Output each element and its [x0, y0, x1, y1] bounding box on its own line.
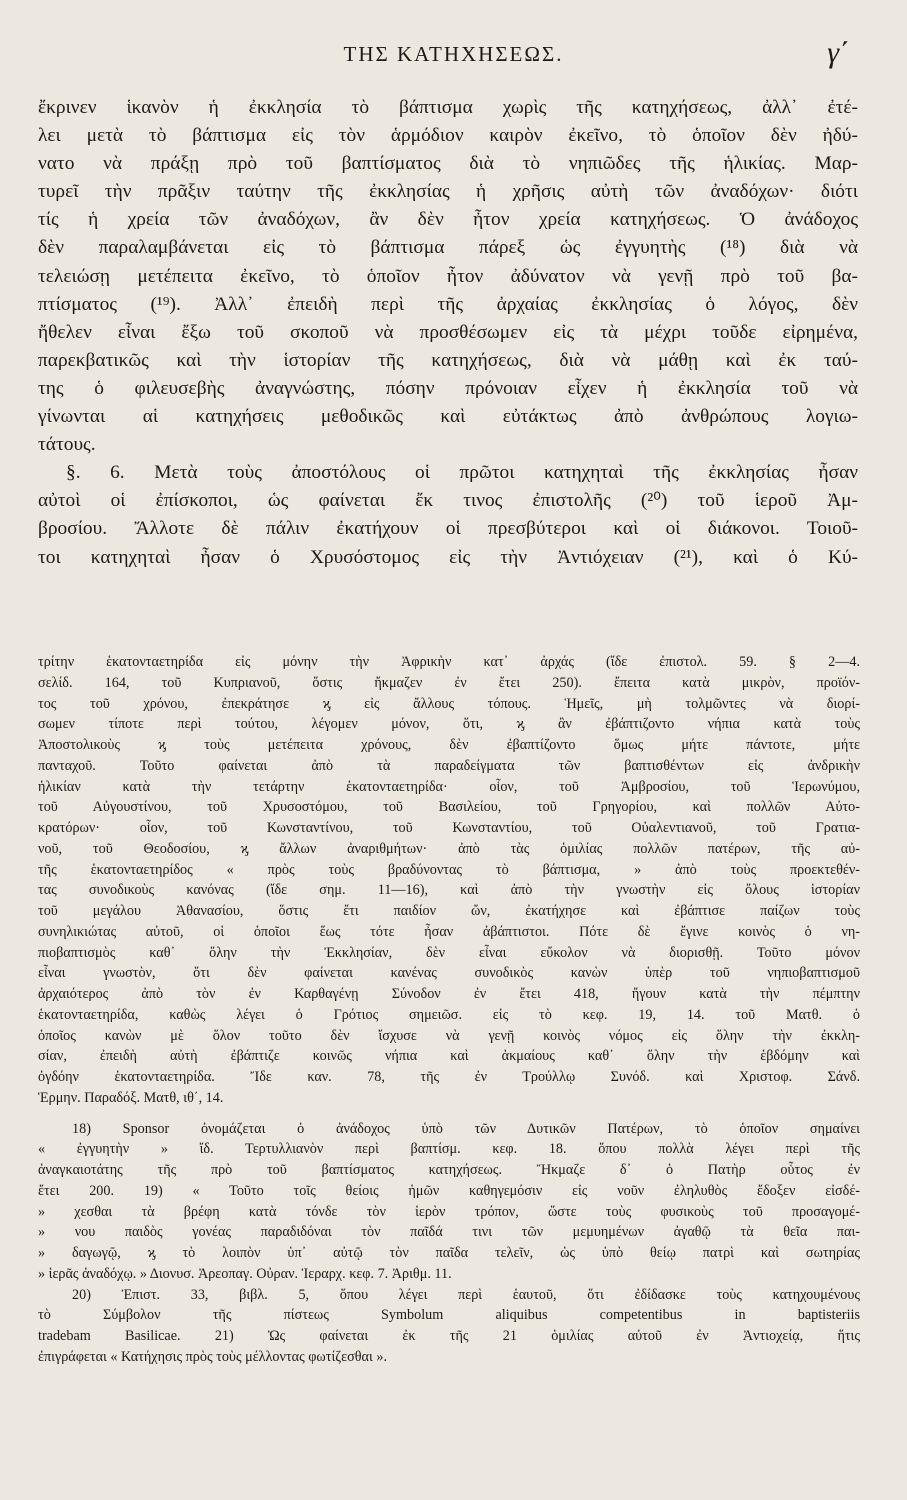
text-line: δὲν παραλαμβάνεται εἰς τὸ βάπτισμα πάρεξ ὡς ἐγγυητὴς (¹⁸) διὰ νὰ — [38, 237, 858, 259]
text-line: τελειώσῃ μετέπειτα ἐκεῖνο, τὸ ὁποῖον ἦτον ἀδύνατον νὰ γενῇ πρὸ τοῦ βα- — [38, 265, 858, 287]
footnote-line: τας συνοδικοὺς κανόνας (ἴδε σημ. 11—16), καὶ ἀπὸ τὴν γνωστὴν εἰς ὅλους ἱστορίαν — [38, 882, 860, 899]
page-header — [0, 36, 907, 76]
footnote-line: ὁποῖος κανὼν μὲ ὅλον τοῦτο δὲν ἴσχυσε νὰ γενῇ κοινὸς νόμος εἰς ὅλην τὴν ἐκκλη- — [38, 1027, 860, 1044]
text-line: πτίσματος (¹⁹). Ἀλλ᾽ ἐπειδὴ περὶ τῆς ἀρχαίας ἐκκλησίας ὁ λόγος, δὲν — [38, 293, 858, 315]
footnote-line: 20) Ἐπιστ. 33, βιβλ. 5, ὅπου λέγει περὶ ἑαυτοῦ, ὅτι ἐδίδασκε τοὺς κατηχουμένους — [72, 1286, 860, 1303]
footnote-line: τρίτην ἑκατονταετηρίδα εἰς μόνην τὴν Ἀφρικὴν κατ᾽ ἀρχάς (ἴδε ἐπιστολ. 59. § 2—4. — [38, 654, 860, 670]
text-line: λει μετὰ τὸ βάπτισμα εἰς τὸν ἁρμόδιον καιρὸν ἐκεῖνο, τὸ ὁποῖον δὲν ἠδύ- — [38, 125, 858, 147]
footnote-line: Ἑρμην. Παραδόξ. Ματθ, ιθ΄, 14. — [38, 1089, 224, 1106]
text-line: αὐτοὶ οἱ ἐπίσκοποι, ὡς φαίνεται ἔκ τινος ἐπιστολῆς (²⁰) τοῦ ἱεροῦ Ἀμ- — [38, 490, 858, 512]
footnote-line: τοῦ μεγάλου Ἀθανασίου, ὅστις ἔτι παιδίον ὤν, ἐκατήχησε καὶ ἐβάπτισε παίζων τοὺς — [38, 903, 860, 919]
footnote-line: » νου παιδὸς γονέας παραδιδόναι τὸν παῖδά τινι τῶν μεμυημένων ἀγαθῷ τὰ θεῖα παι- — [38, 1224, 860, 1241]
text-line: τυρεῖ τὴν πρᾶξιν ταύτην τῆς ἐκκλησίας ἡ χρῆσις αὐτὴ τῶν ἀναδόχων· διότι — [38, 181, 858, 203]
footnote-line: ἀναγκαιοτάτης τῆς πρὸ τοῦ βαπτίσματος κατηχήσεως. Ἤκμαζε δ᾽ ὁ Πατὴρ οὗτος ἐν — [38, 1162, 860, 1178]
footnote-line: πιοβαπτισμὸς καθ᾽ ὅλην τὴν Ἐκκλησίαν, δὲν εἶναι εὔκολον νὰ διορισθῇ. Τοῦτο μόνον — [38, 944, 860, 961]
page-number: γ΄ — [827, 36, 849, 69]
text-line: νατο νὰ πράξῃ πρὸ τοῦ βαπτίσματος διὰ τὸ νηπιῶδες τῆς ἡλικίας. Μαρ- — [38, 153, 858, 175]
footnote-line: tradebam Basilicae. 21) Ὡς φαίνεται ἐκ τῆς 21 ὁμιλίας αὐτοῦ ἐν Ἀντιοχείᾳ, ἥτις — [38, 1328, 860, 1344]
footnote-gap — [38, 1109, 860, 1119]
text-line: της ὁ φιλευσεβὴς ἀναγνώστης, πόσην πρόνοιαν εἶχεν ἡ ἐκκλησία τοῦ νὰ — [38, 377, 858, 399]
footnote-line: σελίδ. 164, τοῦ Κυπριανοῦ, ὅστις ἤκμαζεν ἐν ἔτει 250). ἔπειτα κατὰ μικρὸν, προϊόν- — [38, 674, 860, 691]
text-line: τάτους. — [38, 434, 96, 456]
text-line: τίς ἡ χρεία τῶν ἀναδόχων, ἂν δὲν ἦτον χρεία κατηχήσεως. Ὁ ἀνάδοχος — [38, 209, 858, 231]
footnote-line: πανταχοῦ. Τοῦτο φαίνεται ἀπὸ τὰ παραδείγματα τῶν βαπτισθέντων εἰς ἀνδρικὴν — [38, 757, 860, 774]
footnote-line: σωμεν τίποτε περὶ τούτου, λέγομεν μόνον, ὅτι, ϗ ἂν ἐβάπτιζοντο νήπια κατὰ τοὺς — [38, 716, 860, 733]
running-title: ΤΗΣ ΚΑΤΗΧΗΣΕΩΣ. — [343, 42, 564, 66]
text-line: βροσίου. Ἄλλοτε δὲ πάλιν ἐκατήχουν οἱ πρεσβύτεροι καὶ οἱ διάκονοι. Τοιοῦ- — [38, 518, 858, 540]
footnote-line: ἔτει 200. 19) « Τοῦτο τοῖς θείοις ἡμῶν καθηγεμόσιν εἰς νοῦν ἐληλυθὸς ἔδοξεν εἰσδέ- — [38, 1182, 860, 1199]
footnote-line: τοῦ Αὐγουστίνου, τοῦ Χρυσοστόμου, τοῦ Βασιλείου, τοῦ Γρηγορίου, καὶ πολλῶν Αὐτο- — [38, 799, 860, 816]
footnote-line: Ἀποστολικοὺς ϗ τοὺς μετέπειτα χρόνους, δὲν ἐβαπτίζοντο ὅμως μήτε πάντοτε, μήτε — [38, 737, 860, 753]
text-line: γίνωνται αἱ κατηχήσεις μεθοδικῶς καὶ εὐτάκτως ἀπὸ ἀνθρώπους λογιω- — [38, 406, 858, 428]
footnote-line: τος τοῦ χρόνου, ἐπεκράτησε ϗ εἰς ἄλλους τόπους. Ἡμεῖς, μὴ τολμῶντες νὰ διορί- — [38, 695, 860, 712]
footnote-line: νοῦ, τοῦ Θεοδοσίου, ϗ ἄλλων ἀναριθμήτων· ἀπὸ τὰς ὁμιλίας πολλῶν πατέρων, τῆς αὐ- — [38, 840, 860, 857]
footnote-line: ἑκατονταετηρίδα, καθὼς λέγει ὁ Γρότιος σημειῶσ. εἰς τὸ κεφ. 19, 14. τοῦ Ματθ. ὁ — [38, 1006, 860, 1023]
footnote-line: ὀγδόην ἑκατονταετηρίδα. Ἴδε καν. 78, τῆς ἐν Τρούλλῳ Συνόδ. καὶ Χριστοφ. Σάνδ. — [38, 1069, 860, 1085]
footnote-line: 18) Sponsor ὀνομάζεται ὁ ἀνάδοχος ὑπὸ τῶν Δυτικῶν Πατέρων, τὸ ὁποῖον σημαίνει — [72, 1120, 860, 1137]
footnote-line: τῆς ἑκατονταετηρίδος « πρὸς τοὺς βραδύνοντας τὸ βάπτισμα, » ἀπὸ τοὺς προεκτεθέν- — [38, 861, 860, 878]
footnote-line: τὸ Σύμβολον τῆς πίστεως Symbolum aliquibus competentibus in baptisteriis — [38, 1307, 860, 1324]
footnote-line: ἡλικίαν κατὰ τὴν τετάρτην ἑκατονταετηρίδα· οἷον, τοῦ Ἀμβροσίου, τοῦ Ἱερωνύμου, — [38, 778, 860, 795]
text-line: ἤθελεν εἶναι ἔξω τοῦ σκοποῦ νὰ προσθέσωμεν εἰς τὰ μέχρι τοῦδε εἰρημένα, — [38, 321, 858, 343]
footnote-line: ἀρχαιότερος ἀπὸ τὸν ἐν Καρθαγένῃ Σύνοδον ἐν ἔτει 418, ἤγουν κατὰ τὴν πέμπτην — [38, 986, 860, 1002]
section-heading-line: §. 6. Μετὰ τοὺς ἀποστόλους οἱ πρῶτοι κατηχηταὶ τῆς ἐκκλησίας ἦσαν — [66, 462, 858, 484]
footnote-line: » δαγωγῷ, ϗ τὸ λοιπὸν ὑπ᾽ αὐτῷ τὸν παῖδα τελεῖν, ὡς ὑπὸ θείῳ πατρὶ καὶ σωτηρίας — [38, 1245, 860, 1261]
footnote-line: σίαν, ἐπειδὴ αὐτὴ ἐβάπτιζε κοινῶς νήπια καὶ ἀκμαίους καθ᾽ ὅλην τὴν ἑβδόμην καὶ — [38, 1048, 860, 1065]
text-line: ἔκρινεν ἱκανὸν ἡ ἐκκλησία τὸ βάπτισμα χωρὶς τῆς κατηχήσεως, ἀλλ᾽ ἐτέ- — [38, 97, 858, 118]
footnotes — [38, 652, 860, 1368]
footnote-line: » ἱερᾶς ἀναδόχῳ. » Διονυσ. Ἀρεοπαγ. Οὐραν. Ἱεραρχ. κεφ. 7. Ἀριθμ. 11. — [38, 1265, 452, 1282]
footnote-line: » χεσθαι τὰ βρέφη κατὰ τόνδε τὸν ἱερὸν τρόπον, ὥστε τοὺς φυσικοὺς τοῦ προσαγομέ- — [38, 1203, 860, 1220]
footnote-line: συνηλικιώτας αὐτοῦ, οἱ ὁποῖοι ἕως τότε ἦσαν ἀβάπτιστοι. Πότε δὲ ἔγινε κοινὸς ὁ νη- — [38, 923, 860, 940]
footnote-line: ἐπιγράφεται « Κατήχησις πρὸς τοὺς μέλλοντας φωτίζεσθαι ». — [38, 1348, 387, 1365]
main-text — [38, 94, 858, 572]
footnote-line: « ἐγγυητὴν » ἴδ. Τερτυλλιανὸν περὶ βαπτίσμ. κεφ. 18. ὅπου πολλὰ λέγει περὶ τῆς — [38, 1141, 860, 1158]
footnote-line: κρατόρων· οἷον, τοῦ Κωνσταντίνου, τοῦ Κωνσταντίου, τοῦ Οὐαλεντιανοῦ, τοῦ Γρατια- — [38, 820, 860, 836]
text-line: παρεκβατικῶς καὶ τὴν ἱστορίαν τῆς κατηχήσεως, διὰ νὰ μάθῃ καὶ ἐκ ταύ- — [38, 349, 858, 371]
footnote-line: εἶναι γνωστὸν, ὅτι δὲν φαίνεται κανένας συνοδικὸς κανὼν ὑπὲρ τοῦ νηπιοβαπτισμοῦ — [38, 965, 860, 982]
text-line: τοι κατηχηταὶ ἦσαν ὁ Χρυσόστομος εἰς τὴν Ἀντιόχειαν (²¹), καὶ ὁ Κύ- — [38, 546, 858, 568]
